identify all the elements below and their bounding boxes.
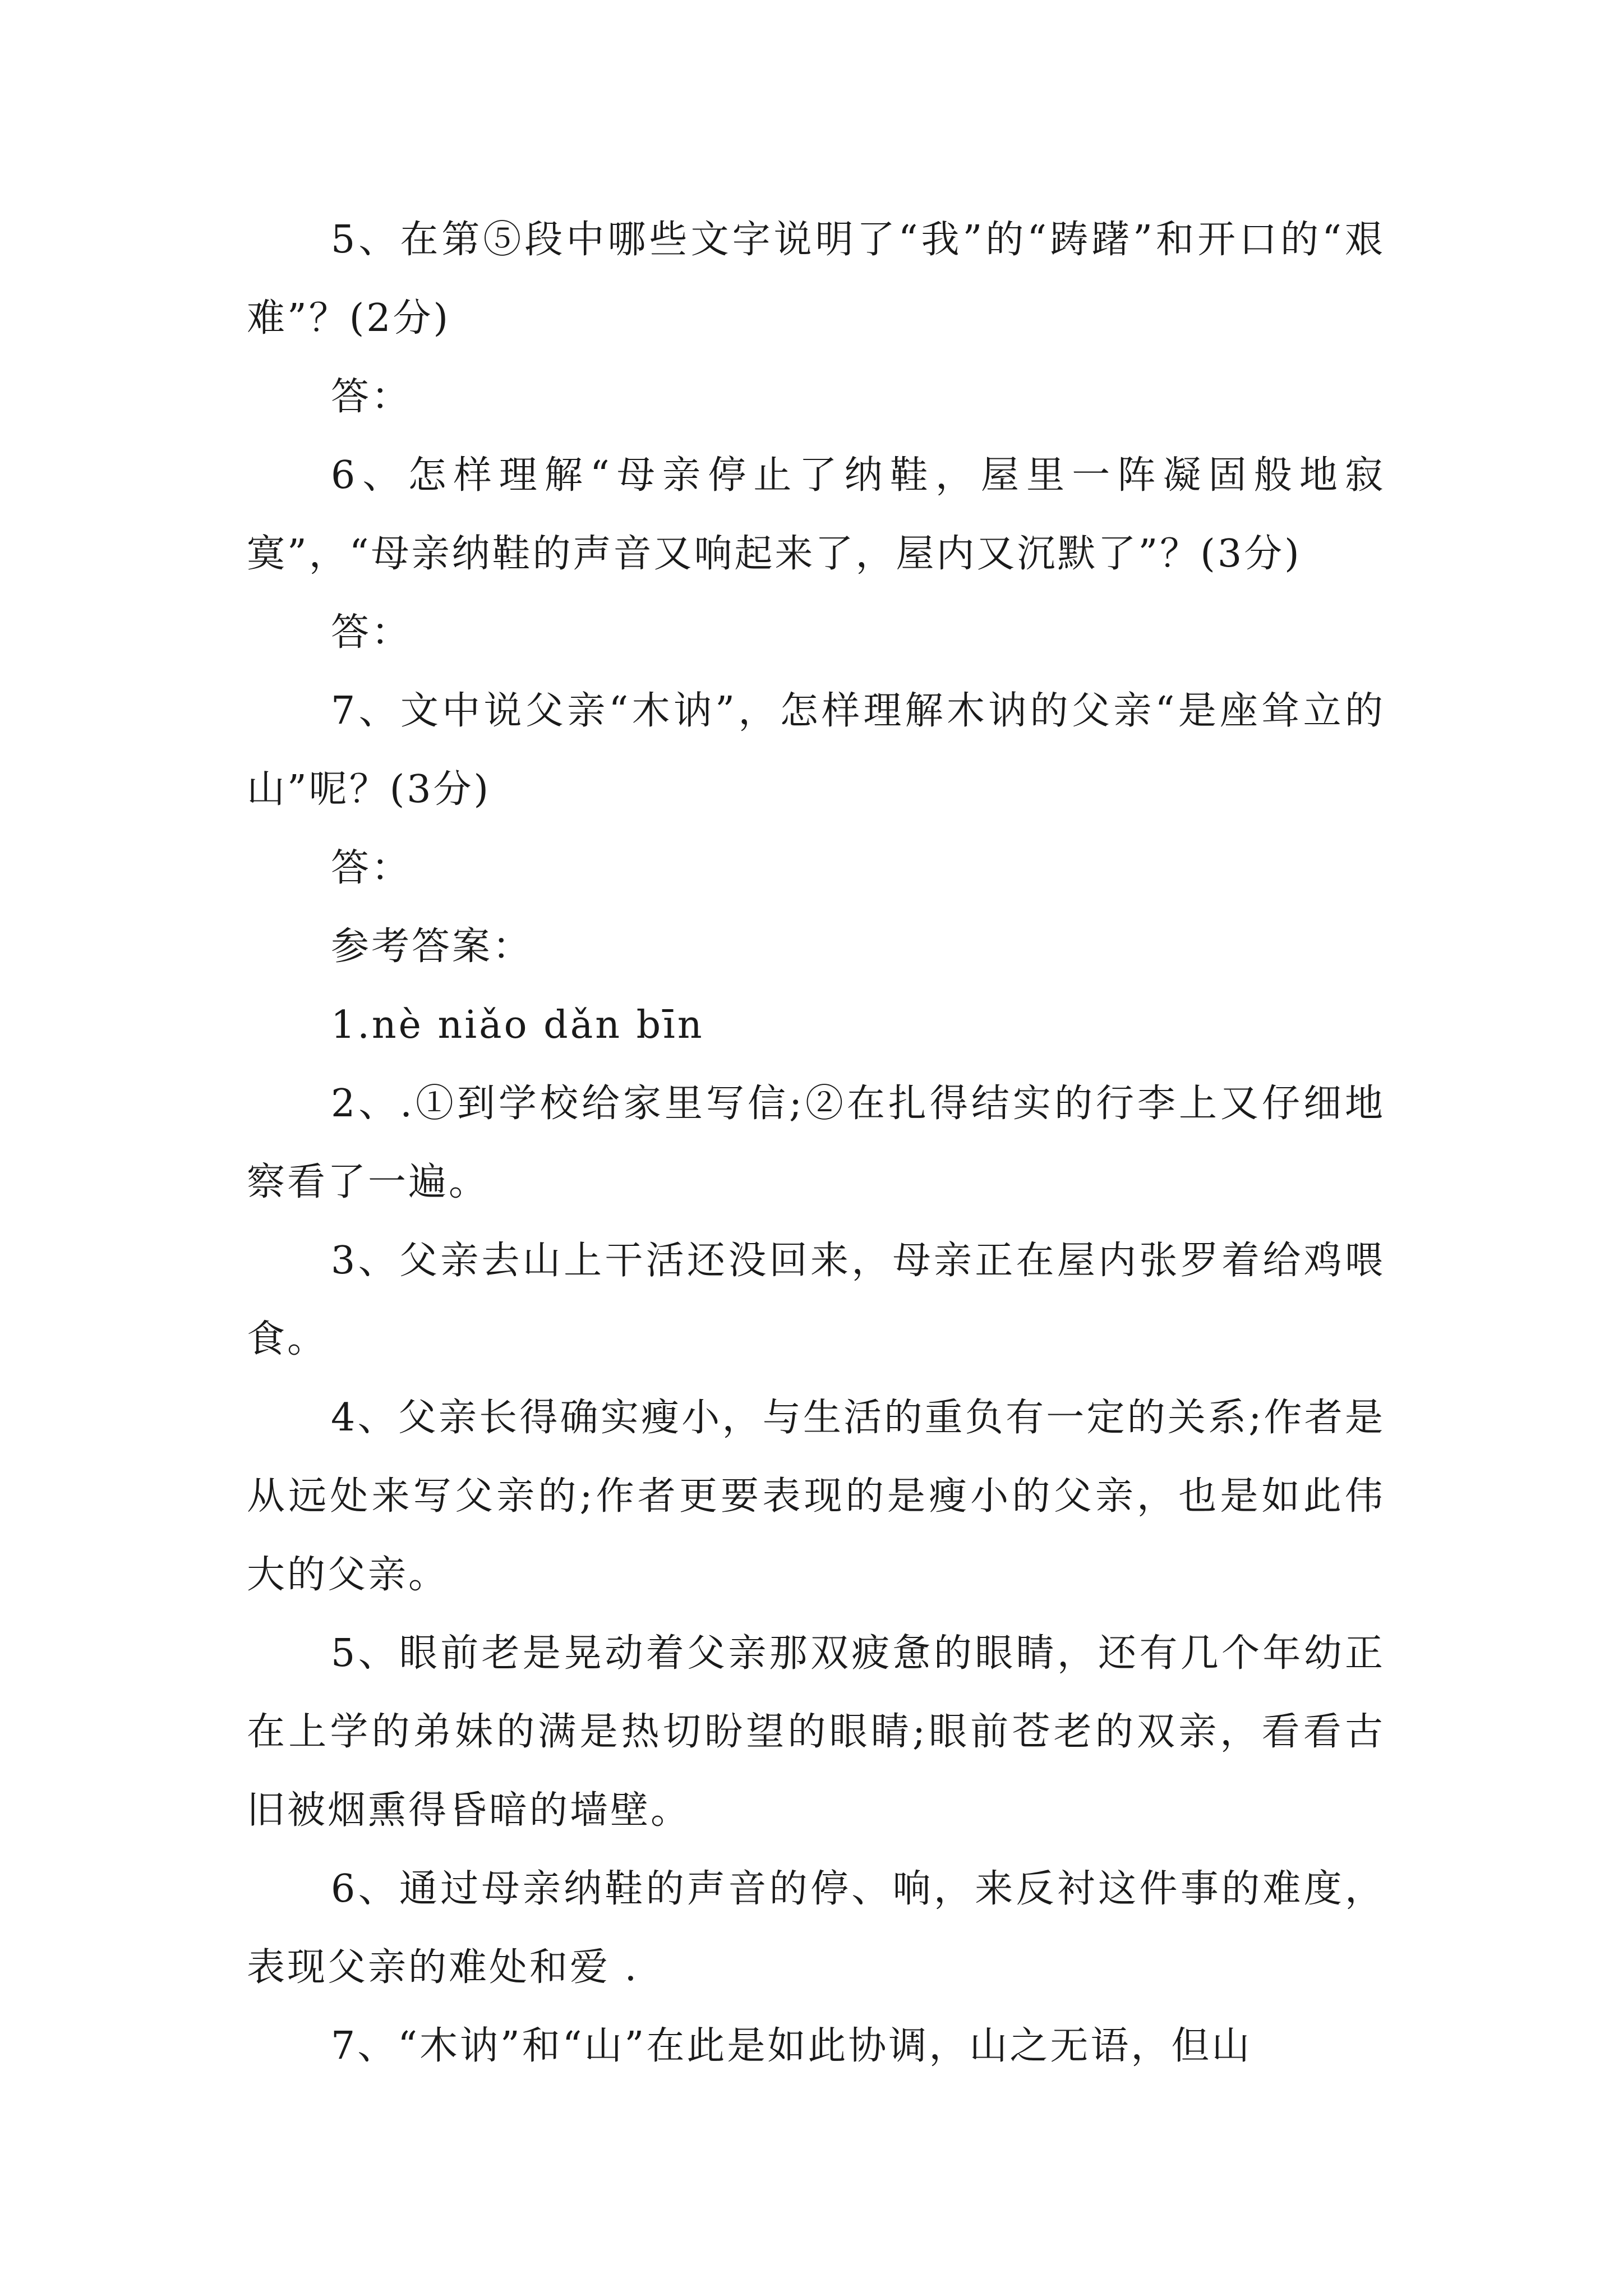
answer-label: 答： bbox=[331, 375, 412, 419]
reference-answer-6: 6、通过母亲纳鞋的声音的停、响，来反衬这件事的难度，表现父亲的难处和爱 . bbox=[247, 1867, 1385, 1990]
document-body bbox=[247, 201, 1385, 2086]
answer-label: 答： bbox=[331, 846, 412, 890]
question-7: 7、文中说父亲“木讷”，怎样理解木讷的父亲“是座耸立的山”呢？(3分) bbox=[247, 689, 1385, 812]
reference-answer-3: 3、父亲去山上干活还没回来，母亲正在屋内张罗着给鸡喂食。 bbox=[247, 1239, 1385, 1361]
question-6: 6、怎样理解“母亲停止了纳鞋，屋里一阵凝固般地寂寞”，“母亲纳鞋的声音又响起来了，屋内又沉默了”？(3分) bbox=[247, 453, 1385, 576]
reference-answer-5: 5、眼前老是晃动着父亲那双疲惫的眼睛，还有几个年幼正在上学的弟妹的满是热切盼望的眼睛;眼前苍老的双亲，看看古旧被烟熏得昏暗的墙壁。 bbox=[247, 1631, 1385, 1833]
answer-label: 答： bbox=[331, 610, 412, 655]
reference-answers-heading: 参考答案： bbox=[331, 924, 533, 969]
reference-answer-4: 4、父亲长得确实瘦小，与生活的重负有一定的关系;作者是从远处来写父亲的;作者更要表现的是瘦小的父亲，也是如此伟大的父亲。 bbox=[247, 1396, 1385, 1597]
reference-answer-7: 7、“木讷”和“山”在此是如此协调，山之无语，但山 bbox=[331, 2024, 1252, 2068]
reference-answer-2: 2、.①到学校给家里写信;②在扎得结实的行李上又仔细地察看了一遍。 bbox=[247, 1082, 1385, 1204]
reference-answer-1: 1.nè niǎo dǎn bīn bbox=[331, 1003, 704, 1047]
question-5: 5、在第⑤段中哪些文字说明了“我”的“踌躇”和开口的“艰难”？(2分) bbox=[247, 218, 1385, 341]
